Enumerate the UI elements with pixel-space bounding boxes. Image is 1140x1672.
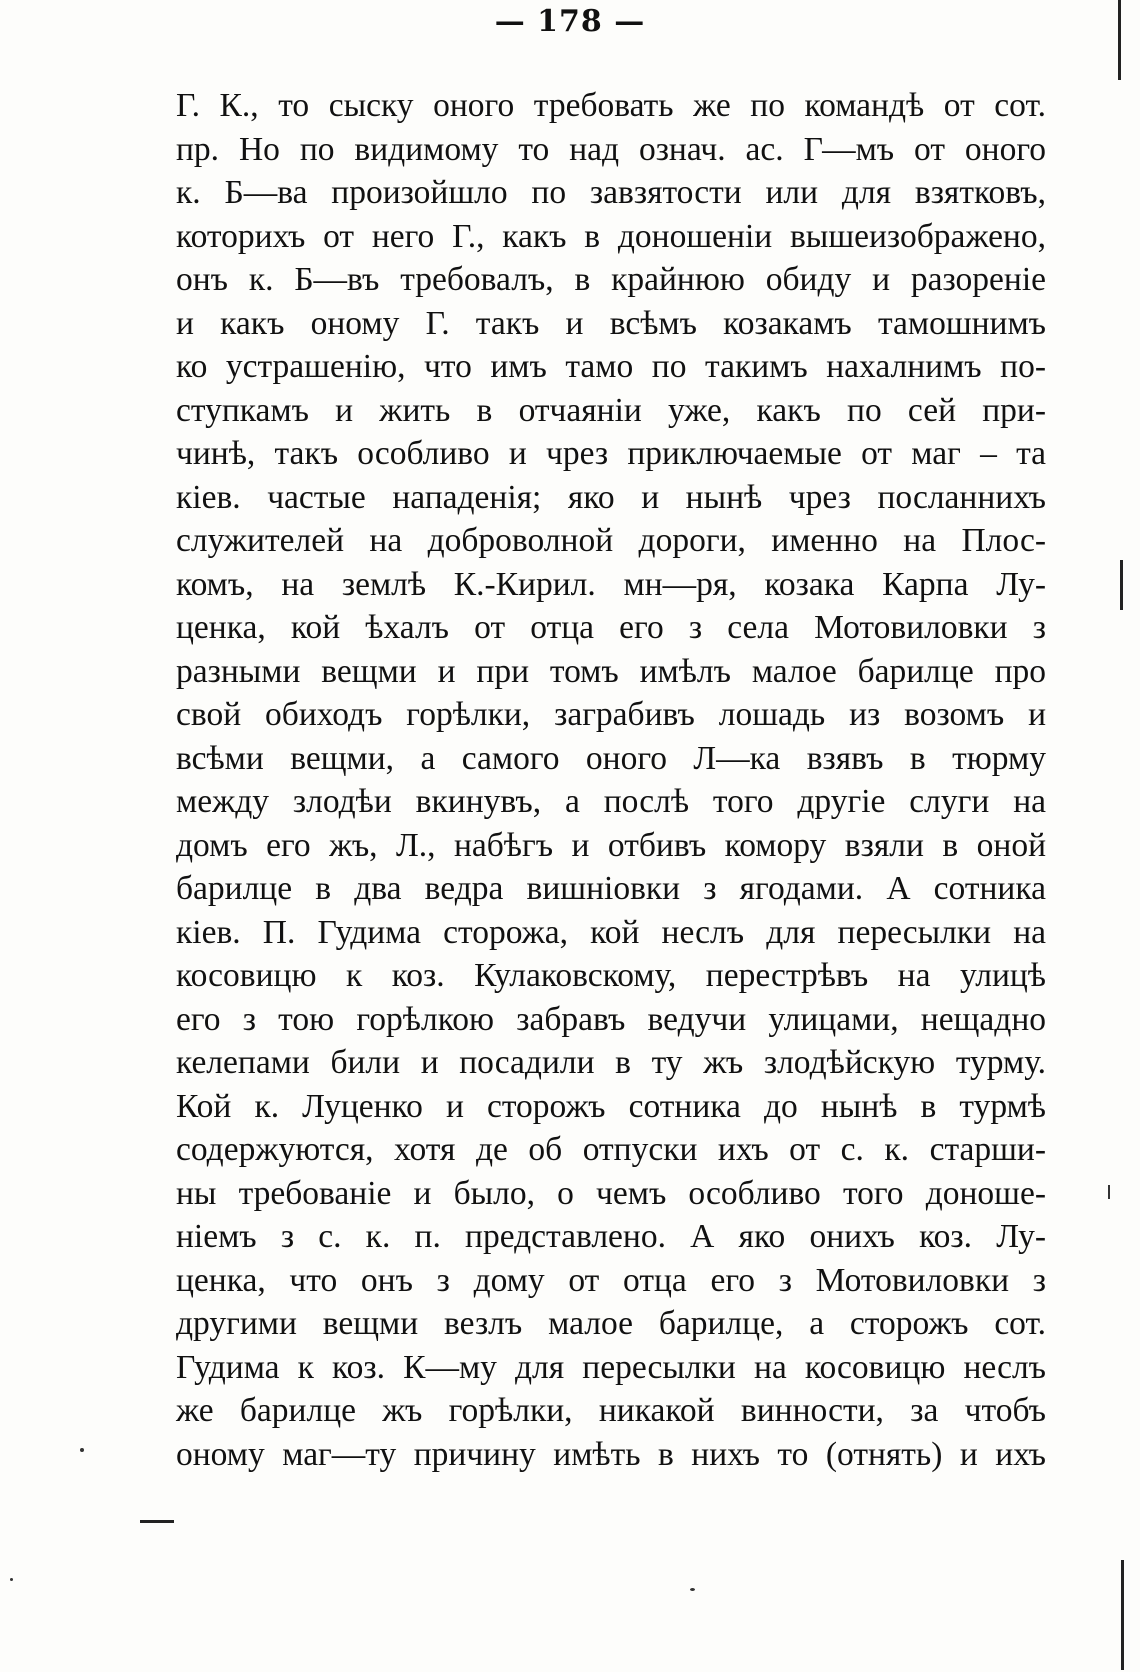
- text-line: онъ к. Б—въ требовалъ, в крайнюю обиду и разореніе: [176, 261, 1046, 298]
- body-text: [176, 84, 1046, 1476]
- text-line: Гудима к коз. К—му для пересылки на косовицю неслъ: [176, 1348, 1046, 1386]
- text-line: содержуются, хотя де об отпуски ихъ от с. к. старши-: [176, 1131, 1046, 1168]
- scan-speck: [1108, 1185, 1110, 1199]
- scan-edge-mark: [1118, 0, 1121, 80]
- text-line: ценка, кой ѣхалъ от отца его з села Мотовиловки з: [176, 609, 1046, 646]
- text-line: другими вещми везлъ малое барилце, а сторожъ сот.: [176, 1305, 1046, 1342]
- text-line: ны требованіе и было, о чемъ особливо того доноше-: [176, 1174, 1046, 1212]
- text-line: пр. Но по видимому то над означ. ас. Г—мъ от оного: [176, 130, 1046, 168]
- text-line: барилце в два ведра вишніовки з ягодами. А сотника: [176, 870, 1046, 907]
- text-line: ценка, что онъ з дому от отца его з Мотовиловки з: [176, 1261, 1046, 1299]
- scan-edge-mark: [1121, 1560, 1124, 1670]
- text-line: разными вещми и при томъ имѣлъ малое барилце про: [176, 652, 1046, 690]
- text-line: комъ, на землѣ К.-Кирил. мн—ря, козака Карпа Лу-: [176, 565, 1046, 603]
- scan-speck: [80, 1448, 84, 1452]
- text-line: Кой к. Луценко и сторожъ сотника до нынѣ в турмѣ: [176, 1087, 1046, 1125]
- text-line: и какъ оному Г. такъ и всѣмъ козакамъ тамошнимъ: [176, 304, 1046, 342]
- page-number: — 178 —: [494, 4, 646, 39]
- scan-edge-mark: [1120, 560, 1123, 610]
- text-line: оному маг—ту причину имѣть в нихъ то (отнять) и ихъ: [176, 1435, 1046, 1473]
- scan-edge-mark: [140, 1520, 174, 1523]
- text-line: домъ его жъ, Л., набѣгъ и отбивъ комору взяли в оной: [176, 826, 1046, 864]
- text-line: к. Б—ва произойшло по завзятости или для взятковъ,: [176, 174, 1046, 211]
- text-line: келепами били и посадили в ту жъ злодѣйскую турму.: [176, 1044, 1046, 1081]
- text-line: ніемъ з с. к. п. представлено. А яко онихъ коз. Лу-: [176, 1218, 1046, 1255]
- text-line: же барилце жъ горѣлки, никакой винности, за чтобъ: [176, 1392, 1046, 1429]
- text-line: чинѣ, такъ особливо и чрез приключаемые от маг – та: [176, 435, 1046, 472]
- text-line: кіев. частые нападенія; яко и нынѣ чрез посланнихъ: [176, 478, 1046, 516]
- scan-speck: [10, 1578, 13, 1581]
- text-line: служителей на доброволной дороги, именно на Плос-: [176, 522, 1046, 559]
- text-line: всѣми вещми, а самого оного Л—ка взявъ в тюрму: [176, 739, 1046, 777]
- scan-speck: [690, 1588, 695, 1591]
- text-line: которихъ от него Г., какъ в доношеніи вышеизображено,: [176, 217, 1046, 255]
- text-line: ступкамъ и жить в отчаяніи уже, какъ по сей при-: [176, 391, 1046, 429]
- text-line: его з тою горѣлкою забравъ ведучи улицами, нещадно: [176, 1000, 1046, 1038]
- text-line: ко устрашенію, что имъ тамо по такимъ нахалнимъ по-: [176, 348, 1046, 385]
- text-line: свой обиходъ горѣлки, заграбивъ лошадь из возомъ и: [176, 696, 1046, 733]
- text-line: Г. К., то сыску оного требовать же по командѣ от сот.: [176, 87, 1046, 124]
- text-line: косовицю к коз. Кулаковскому, перестрѣвъ на улицѣ: [176, 957, 1046, 994]
- text-line: кіев. П. Гудима сторожа, кой неслъ для пересылки на: [176, 913, 1046, 951]
- text-line: между злодѣи вкинувъ, а послѣ того другіе слуги на: [176, 783, 1046, 820]
